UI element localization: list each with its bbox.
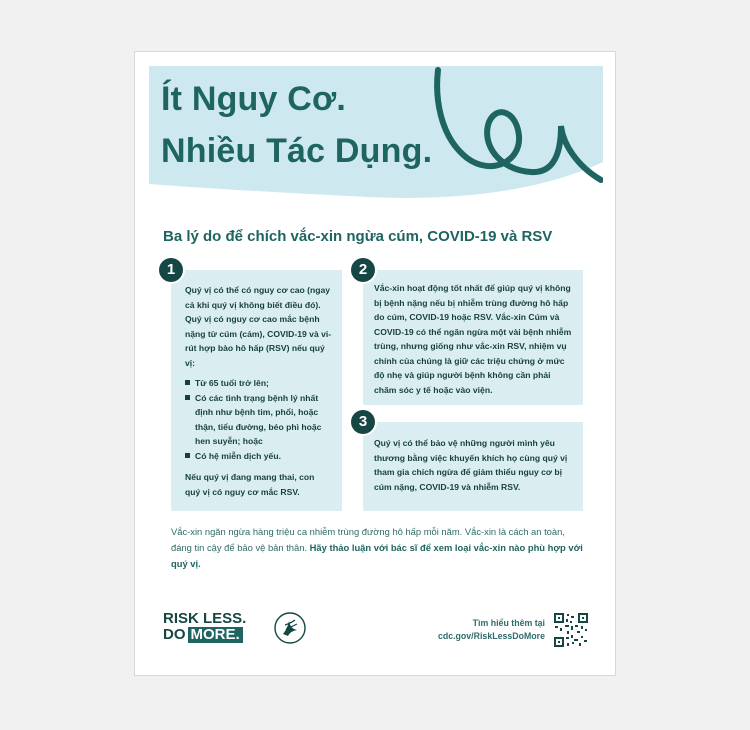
reason-1-outro: Nếu quý vị đang mang thai, con quý vị có nguy cơ mắc RSV. xyxy=(185,472,315,497)
closing-paragraph xyxy=(171,524,583,572)
title-line-1: Ít Nguy Cơ. xyxy=(161,80,347,118)
reason-card-1 xyxy=(171,270,342,511)
number-badge-2: 2 xyxy=(351,258,375,282)
closing-text: Vắc-xin ngăn ngừa hàng triệu ca nhiễm trùng đường hô hấp mỗi năm. Vắc-xin là cách an toàn, đáng tin cậy để bảo vệ bản thân. xyxy=(171,526,565,553)
list-item: Có các tình trạng bệnh lý nhất định như bệnh tim, phổi, hoặc thận, tiểu đường, béo phì hoặc hen suyễn; hoặc xyxy=(185,391,332,449)
logo-line-2 xyxy=(163,627,263,643)
number-badge-1: 1 xyxy=(159,258,183,282)
closing-emphasis: Hãy thảo luận với bác sĩ để xem loại vắc-xin nào phù hợp với quý vị. xyxy=(171,542,583,569)
logo-line-1: RISK LESS. xyxy=(163,610,247,627)
learn-more-url[interactable]: cdc.gov/RiskLessDoMore xyxy=(437,631,545,641)
header-banner xyxy=(149,66,603,198)
hhs-eagle-icon xyxy=(274,612,306,644)
logo-more: MORE. xyxy=(188,627,243,643)
reason-2-text: Vắc-xin hoạt động tốt nhất để giúp quý vị không bị bệnh nặng nếu bị nhiễm trùng đường hô hấp do cúm, COVID-19 hoặc RSV. Vắc-xin Cúm và COVID-19 có thể ngăn ngừa một vài bệnh nhiễm trùng, nhưng giống như vắc-xin RSV, nhiệm vụ chính của chúng là giữ các triệu chứng ở mức độ nhẹ và giúp người bệnh không cần phải chăm sóc y tế hoặc vào viện. xyxy=(374,283,572,395)
subtitle: Ba lý do để chích vắc-xin ngừa cúm, COVID-19 và RSV xyxy=(163,228,553,245)
logo-do: DO xyxy=(163,626,186,643)
risk-less-do-more-logo xyxy=(163,611,263,643)
risk-factor-list xyxy=(185,376,332,463)
learn-more-label: Tìm hiểu thêm tại xyxy=(472,618,545,628)
learn-more-block xyxy=(405,617,545,643)
reason-1-intro: Quý vị có thể có nguy cơ cao (ngay cả khi quý vị không biết điều đó). Quý vị có nguy cơ cao mắc bệnh nặng từ cúm (cảm), COVID-19 và vi-rút hợp bào hô hấp (RSV) nếu quý vị: xyxy=(185,285,332,368)
list-item: Có hệ miễn dịch yếu. xyxy=(185,449,332,464)
reason-3-text: Quý vị có thể bảo vệ những người mình yêu thương bằng việc khuyến khích họ cùng quý vị tham gia chích ngừa để giảm thiểu nguy cơ bị cúm nặng, COVID-19 và nhiễm RSV. xyxy=(374,438,568,492)
list-item: Từ 65 tuổi trở lên; xyxy=(185,376,332,391)
qr-code-icon[interactable] xyxy=(553,612,589,648)
reason-card-2 xyxy=(363,270,583,405)
number-badge-3: 3 xyxy=(351,410,375,434)
title-line-2: Nhiều Tác Dụng. xyxy=(161,132,433,170)
flyer-page xyxy=(134,51,616,676)
reason-card-3 xyxy=(363,422,583,511)
